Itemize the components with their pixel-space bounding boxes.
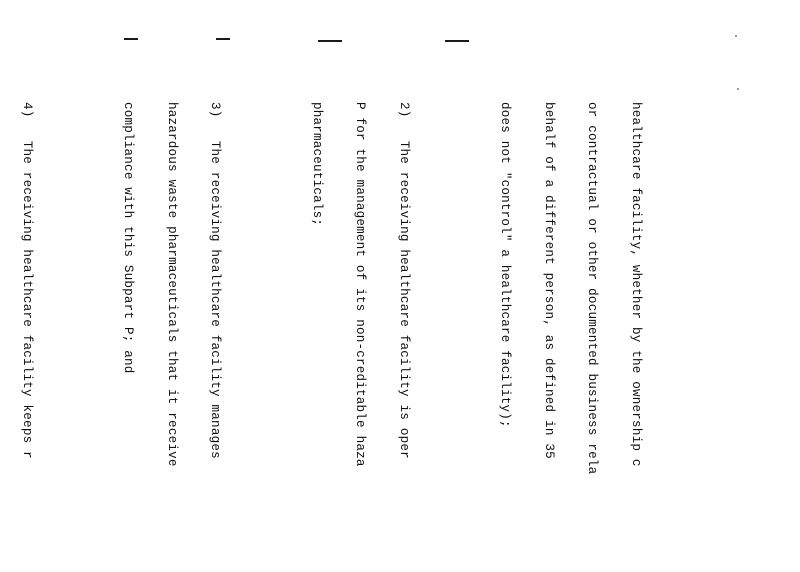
text-line: behalf of a different person, as defined in 35 [542,102,556,459]
text-line: 3) The receiving healthcare facility manages [208,102,223,459]
text-line: healthcare facility, whether by the ownership c [629,102,643,467]
rotated-document-text [0,102,672,572]
top-mark-2 [216,38,230,40]
text-line: 4) The receiving healthcare facility keeps r [20,102,34,459]
top-mark-1 [124,38,138,40]
text-line: pharmaceuticals; [310,102,324,227]
speck-2 [737,88,739,90]
text-line: 2) The receiving healthcare facility is oper [397,102,411,459]
text-line: compliance with this Subpart P; and [121,102,136,374]
text-line: hazardous waste pharmaceuticals that it receive [165,102,179,467]
top-mark-4 [445,40,469,42]
text-line: P for the management of its non-creditable haza [353,102,368,467]
top-mark-3 [318,40,342,42]
speck-1 [735,35,737,37]
text-line: does not "control" a healthcare facility); [498,102,513,428]
text-line: or contractual or other documented business rela [585,102,600,475]
